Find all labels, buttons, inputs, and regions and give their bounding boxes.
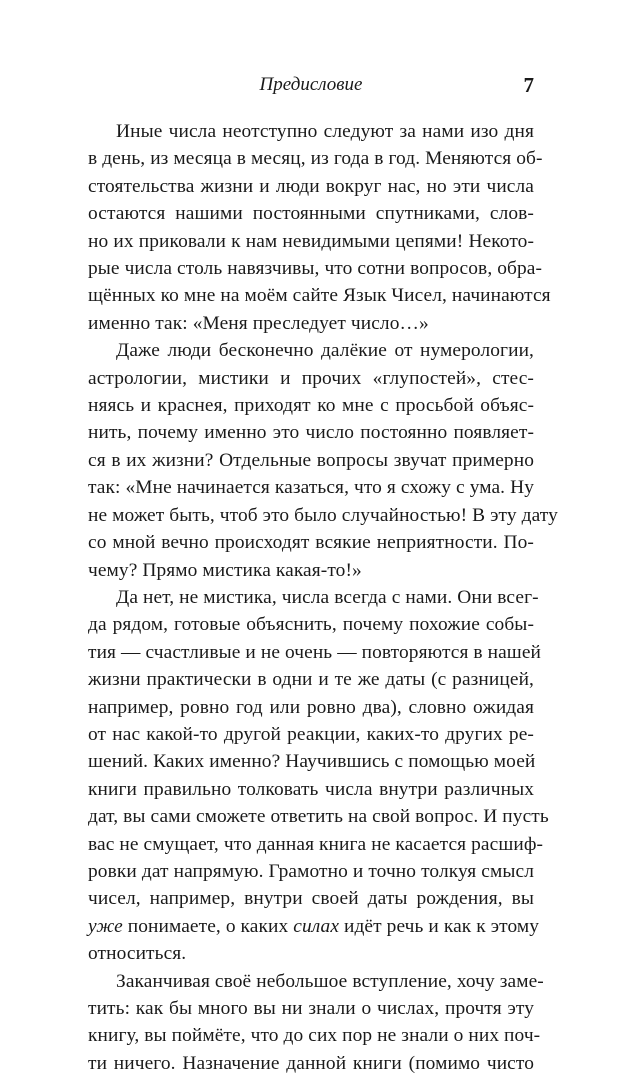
text-line: ся в их жизни? Отдельные вопросы звучат примерно [88, 449, 534, 471]
text-fragment: идёт речь и как к этому [339, 915, 540, 937]
text-line: нить, почему именно это число постоянно появляет- [88, 422, 534, 444]
text-line: но их приковали к нам невидимыми цепями! Некото- [88, 230, 534, 252]
text-line: ти ничего. Назначение данной книги (помимо чисто [88, 1052, 534, 1074]
body-text [88, 118, 558, 1077]
running-title: Предисловие [259, 74, 363, 95]
text-line: Да нет, не мистика, числа всегда с нами. Они всег- [116, 586, 539, 608]
paragraph-3 [88, 584, 549, 968]
text-line: да рядом, готовые объяснить, почему похожие собы- [88, 614, 534, 636]
emphasis-word: силах [293, 915, 340, 937]
text-line: остаются нашими постоянными спутниками, слов- [88, 203, 534, 225]
text-line: рые числа столь навязчивы, что сотни вопросов, обра- [88, 258, 543, 280]
text-line: книги правильно толковать числа внутри различных [88, 778, 534, 800]
text-line: щённых ко мне на моём сайте Язык Чисел, начинаются [88, 285, 551, 307]
text-line: например, ровно год или ровно два), словно ожидая [88, 696, 534, 718]
paragraph-1 [88, 118, 551, 337]
text-line: относиться. [88, 943, 187, 965]
text-line: в день, из месяца в месяц, из года в год. Меняются об- [88, 148, 543, 170]
text-line: тить: как бы много вы ни знали о числах, прочтя эту [88, 998, 534, 1019]
text-line: вас не смущает, что данная книга не касается расшиф- [88, 833, 544, 855]
text-line: дат, вы сами сможете ответить на свой вопрос. И пусть [88, 806, 549, 828]
paragraph-4 [88, 968, 544, 1077]
text-line: чему? Прямо мистика какая-то!» [88, 559, 362, 581]
text-line: чисел, например, внутри своей даты рождения, вы [88, 888, 534, 910]
text-line: именно так: «Меня преследует число…» [88, 312, 429, 334]
running-head [88, 72, 534, 98]
text-line: Даже люди бесконечно далёкие от нумерологии, [116, 340, 534, 362]
text-line: Иные числа неотступно следуют за нами изо дня [116, 121, 534, 142]
paragraph-2 [88, 337, 558, 584]
text-line: астрологии, мистики и прочих «глупостей», стес- [88, 367, 534, 389]
text-line: шений. Каких именно? Научившись с помощью моей [88, 751, 536, 773]
text-line: не может быть, чтоб это было случайностью! В эту дату [88, 504, 558, 526]
page-number: 7 [523, 73, 534, 97]
text-line: стоятельства жизни и люди вокруг нас, но эти числа [88, 175, 534, 197]
text-line: со мной вечно происходят всякие неприятности. По- [88, 532, 534, 554]
text-line: жизни практически в одни и те же даты (с разницей, [88, 669, 534, 691]
emphasis-word: уже [88, 915, 123, 937]
text-line-emphasis [88, 913, 540, 940]
text-line: тия — счастливые и не очень — повторяются в нашей [88, 641, 542, 663]
text-fragment: понимаете, о каких [122, 915, 294, 937]
text-line: книгу, вы поймёте, что до сих пор не знали о них поч- [88, 1025, 541, 1047]
text-line: няясь и краснея, приходят ко мне с просьбой объяс- [88, 395, 534, 417]
text-line: Заканчивая своё небольшое вступление, хочу заме- [116, 970, 544, 992]
text-line: от нас какой-то другой реакции, каких-то других ре- [88, 723, 534, 745]
text-line: так: «Мне начинается казаться, что я схожу с ума. Ну [88, 477, 534, 499]
text-line: ровки дат напрямую. Грамотно и точно толкуя смысл [88, 860, 534, 882]
